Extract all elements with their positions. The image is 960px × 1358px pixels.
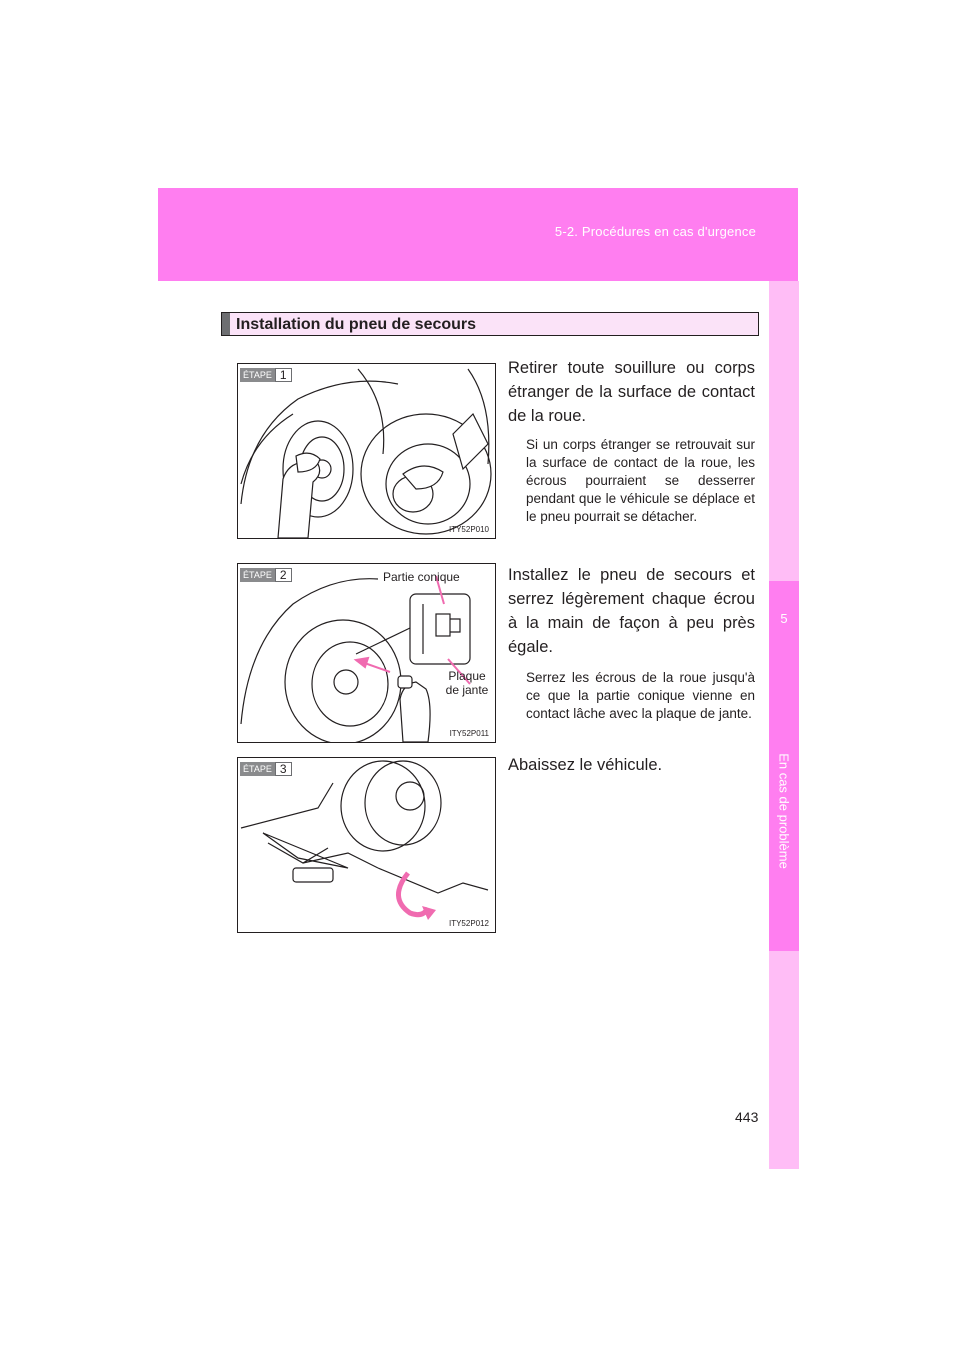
chapter-number: 5	[780, 611, 788, 626]
step-1-note: Si un corps étranger se retrouvait sur la surface de contact de la roue, les écrous pourraient se desserrer pendant que le véhicule se déplace et le pneu pourrait se détacher.	[526, 437, 755, 524]
step-badge	[240, 568, 292, 582]
spare-tire-install-illustration	[238, 564, 495, 742]
callout-tapered-part: Partie conique	[383, 570, 460, 584]
section-title: 5-2. Procédures en cas d'urgence	[554, 224, 756, 239]
callout-wheel-plate: Plaque de jante	[445, 669, 489, 697]
step-3-figure	[237, 757, 496, 933]
jack-lowering-illustration	[238, 758, 495, 932]
step-3-instruction: Abaissez le véhicule.	[508, 756, 663, 774]
heading-marker	[222, 313, 230, 335]
chapter-label: En cas de problème	[776, 753, 792, 869]
step-badge-number: 3	[275, 762, 292, 776]
chapter-tab	[769, 281, 799, 1169]
figure-code: ITY52P010	[448, 525, 489, 534]
step-badge-label: ÉTAPE	[240, 762, 275, 776]
chapter-tab-active	[769, 581, 799, 951]
heading-text: Installation du pneu de secours	[236, 316, 477, 333]
step-badge-number: 1	[275, 368, 292, 382]
header-band	[158, 188, 798, 281]
step-badge-label: ÉTAPE	[240, 368, 275, 382]
step-1-figure	[237, 363, 496, 539]
step-badge-number: 2	[275, 568, 292, 582]
step-badge-label: ÉTAPE	[240, 568, 275, 582]
page-number: 443	[735, 1109, 759, 1125]
step-2-note: Serrez les écrous de la roue jusqu'à ce que la partie conique vienne en contact lâche avec la plaque de jante.	[526, 670, 755, 721]
section-heading	[221, 312, 759, 336]
step-badge	[240, 762, 292, 776]
wheel-cleaning-illustration	[238, 364, 495, 538]
figure-code: ITY52P011	[449, 729, 489, 738]
step-2-figure	[237, 563, 496, 743]
step-badge	[240, 368, 292, 382]
step-1-instruction: Retirer toute souillure ou corps étranger de la surface de contact de la roue.	[508, 359, 755, 425]
figure-code: ITY52P012	[448, 919, 489, 928]
step-2-instruction: Installez le pneu de secours et serrez légèrement chaque écrou à la main de façon à peu près égale.	[508, 566, 755, 656]
